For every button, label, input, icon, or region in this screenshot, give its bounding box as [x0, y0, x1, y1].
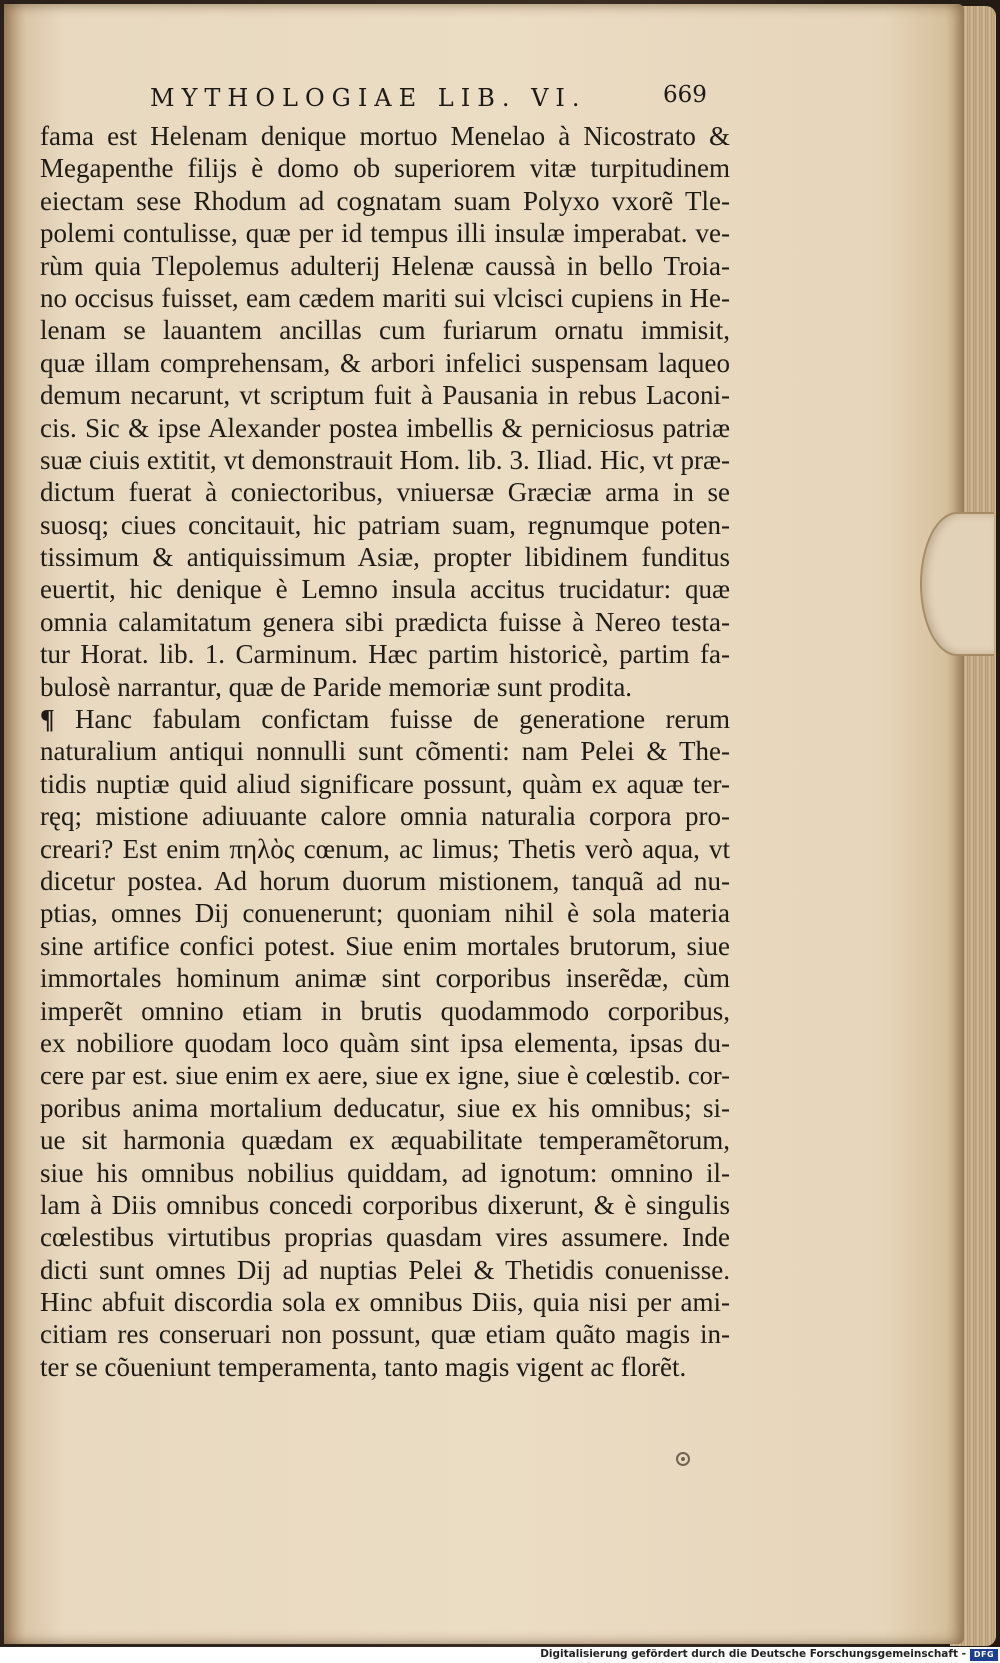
- text-line: [40, 1124, 730, 1156]
- pilcrow-mark: ¶: [40, 704, 55, 735]
- footer-credit: Digitalisierung gefördert durch die Deutsche Forschungsgemeinschaft -: [540, 1648, 966, 1660]
- running-head: [150, 82, 710, 118]
- line-text: ręq; mistione adiuuante calore omnia naturalia corpora pro-: [40, 801, 730, 832]
- line-text: ter se cõueniunt temperamenta, tanto magis vigent ac florẽt.: [40, 1351, 687, 1382]
- line-text: Hanc fabulam confictam fuisse de generatione rerum: [75, 704, 731, 735]
- dfg-logo: DFG: [970, 1649, 998, 1661]
- text-line: [40, 1189, 730, 1221]
- line-text: lam à Diis omnibus concedi corporibus dixerunt, & è singulis: [40, 1189, 730, 1220]
- text-line: [40, 509, 730, 541]
- text-line: [40, 1157, 730, 1189]
- text-line: [40, 1318, 730, 1350]
- text-line: [40, 573, 730, 605]
- text-line: [40, 120, 730, 152]
- text-line: [40, 962, 730, 994]
- text-line: [40, 865, 730, 897]
- text-line: [40, 1027, 730, 1059]
- line-text: naturalium antiqui nonnulli sunt cõmenti: nam Pelei & The-: [40, 736, 730, 767]
- line-text: immortales hominum animæ sint corporibus inserẽdæ, cùm: [40, 963, 730, 994]
- line-text: bulosè narrantur, quæ de Paride memoriæ sunt prodita.: [40, 671, 633, 702]
- line-text: creari? Est enim πηλὸς cœnum, ac limus; Thetis verò aqua, vt: [40, 833, 730, 864]
- text-line: [40, 250, 730, 282]
- text-line: [40, 185, 730, 217]
- ornament-mark: [676, 1452, 690, 1466]
- line-text: polemi contulisse, quæ per id tempus illi insulæ imperabat. ve-: [40, 218, 730, 249]
- text-line: [40, 671, 730, 703]
- line-text: suosq; ciues concitauit, hic patriam suam, regnumque poten-: [40, 509, 730, 540]
- line-text: dictum fuerat à coniectoribus, vniuersæ Græciæ arma in se: [40, 477, 730, 508]
- line-text: dicetur postea. Ad horum duorum mistionem, tanquã ad nu-: [40, 865, 730, 896]
- line-text: ex nobiliore quodam loco quàm sint ipsa elementa, ipsas du-: [40, 1027, 730, 1058]
- line-text: demum necarunt, vt scriptum fuit à Pausania in rebus Laconi-: [40, 380, 730, 411]
- text-line: [40, 282, 730, 314]
- text-line: [40, 735, 730, 767]
- text-line: [40, 1286, 730, 1318]
- book-clasp: [920, 512, 994, 656]
- text-line: [40, 314, 730, 346]
- text-line: [40, 930, 730, 962]
- line-text: cis. Sic & ipse Alexander postea imbellis & perniciosus patriæ: [40, 412, 730, 443]
- text-line: [40, 768, 730, 800]
- text-line: [40, 897, 730, 929]
- line-text: tidis nuptiæ quid aliud significare possunt, quàm ex aquæ ter-: [40, 768, 730, 799]
- line-text: euertit, hic denique è Lemno insula accitus trucidatur: quæ: [40, 574, 730, 605]
- text-line: [40, 1092, 730, 1124]
- line-text: sine artifice confici potest. Siue enim mortales brutorum, siue: [40, 930, 730, 961]
- line-text: no occisus fuisset, eam cædem mariti sui vlcisci cupiens in He-: [40, 282, 730, 313]
- line-text: imperẽt omnino etiam in brutis quodammodo corporibus,: [40, 995, 730, 1026]
- text-line: [40, 541, 730, 573]
- text-line: [40, 217, 730, 249]
- text-line: [40, 347, 730, 379]
- line-text: eiectam sese Rhodum ad cognatam suam Polyxo vxorẽ Tle-: [40, 185, 730, 216]
- line-text: cere par est. siue enim ex aere, siue ex igne, siue è cœlestib. cor-: [40, 1060, 730, 1091]
- line-text: suæ ciuis extitit, vt demonstrauit Hom. lib. 3. Iliad. Hic, vt præ-: [40, 444, 730, 475]
- line-text: cœlestibus virtutibus proprias quasdam vires assumere. Inde: [40, 1222, 730, 1253]
- line-text: siue his omnibus nobilius quiddam, ad ignotum: omnino il-: [40, 1157, 730, 1188]
- text-line: [40, 1351, 730, 1383]
- text-line: [40, 800, 730, 832]
- line-text: fama est Helenam denique mortuo Menelao à Nicostrato &: [40, 121, 730, 151]
- line-text: omnia calamitatum genera sibi prædicta fuisse à Nereo testa-: [40, 606, 730, 637]
- text-line: [40, 833, 730, 865]
- line-text: citiam res conseruari non possunt, quæ etiam quãto magis in-: [40, 1319, 730, 1350]
- text-line: [40, 412, 730, 444]
- line-text: dicti sunt omnes Dij ad nuptias Pelei & Thetidis conuenisse.: [40, 1254, 730, 1285]
- footer-strip: [0, 1647, 1000, 1663]
- line-text: tur Horat. lib. 1. Carminum. Hæc partim historicè, partim fa-: [40, 639, 730, 670]
- text-line: [40, 638, 730, 670]
- line-text: ptias, omnes Dij conuenerunt; quoniam nihil è sola materia: [40, 898, 730, 929]
- line-text: ue sit harmonia quædam ex æquabilitate temperamẽtorum,: [40, 1125, 730, 1156]
- text-line: [40, 1254, 730, 1286]
- text-line: [40, 1059, 730, 1091]
- text-line: [40, 152, 730, 184]
- text-line: [40, 606, 730, 638]
- line-text: tissimum & antiquissimum Asiæ, propter libidinem funditus: [40, 542, 730, 573]
- text-line: [40, 703, 730, 735]
- line-text: poribus anima mortalium deducatur, siue ex his omnibus; si-: [40, 1092, 730, 1123]
- body-text: [40, 120, 730, 1383]
- line-text: rùm quia Tlepolemus adulterij Helenæ caussà in bello Troia-: [40, 250, 730, 281]
- line-text: lenam se lauantem ancillas cum furiarum ornatu immisit,: [40, 315, 730, 346]
- page-number: 669: [663, 82, 707, 108]
- text-line: [40, 444, 730, 476]
- line-text: Hinc abfuit discordia sola ex omnibus Diis, quia nisi per ami-: [40, 1287, 730, 1318]
- text-line: [40, 379, 730, 411]
- text-line: [40, 476, 730, 508]
- text-line: [40, 995, 730, 1027]
- running-title: MYTHOLOGIAE LIB. VI.: [150, 84, 587, 112]
- text-line: [40, 1221, 730, 1253]
- line-text: quæ illam comprehensam, & arbori infelici suspensam laqueo: [40, 347, 730, 378]
- line-text: Megapenthe filijs è domo ob superiorem vitæ turpitudinem: [40, 153, 730, 184]
